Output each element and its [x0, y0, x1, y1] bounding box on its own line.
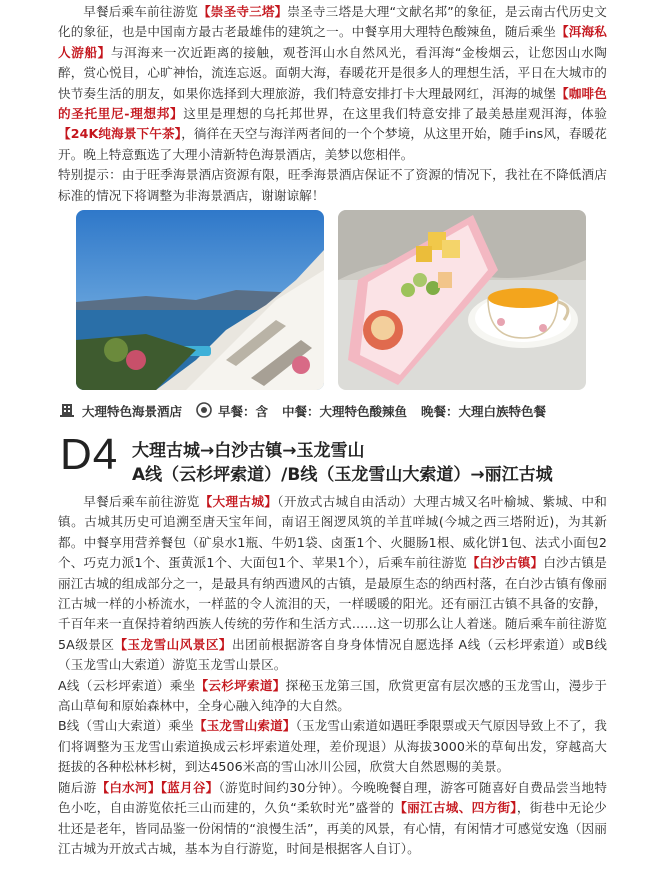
dinner-label: 晚餐：大理白族特色餐: [421, 404, 547, 419]
special-note: 特别提示：由于旺季海景酒店资源有限，旺季海景酒店保证不了资源的情况下，我社在不降低酒店标准的情况下将调整为非海景酒店，谢谢谅解！: [58, 167, 607, 203]
text: 白沙古镇是丽江古城的组成部分之一，是最具有纳西遗风的古镇，是最原生态的纳西村落，在白沙古镇有像丽江古城一样的小桥流水，一样蓝的令人流泪的天，一样暖暖的阳光。还有丽江古镇不具备的安静，千百年来一直保持着纳西族人传统的劳作和生活方式……这一切那么让人着迷。随后乘车前往游览5A级景区: [58, 555, 607, 652]
lunch-label: 中餐：大理特色酸辣鱼: [282, 404, 408, 419]
breakfast-info: [196, 402, 268, 421]
text: 这里是理想的乌托邦世界，在这里我们特意安排了最美悬崖观洱海，体验: [183, 106, 607, 122]
text: B线（雪山大索道）乘坐: [58, 718, 194, 734]
text: A线（云杉坪索道）乘坐: [58, 677, 196, 693]
text: 早餐后乘车前往游览: [83, 4, 199, 19]
tea-set-image: [338, 210, 586, 390]
hotel-terrace-image: [76, 210, 324, 390]
day-header: [60, 430, 641, 486]
route-line-1: 大理古城→白沙古镇→玉龙雪山: [132, 441, 365, 461]
hotel-name: 大理特色海景酒店: [82, 404, 183, 419]
highlight-afternoon-tea: 【24K纯海景下午茶】: [58, 126, 182, 142]
highlight-lixiang-bang: 【咖啡色的圣托里尼-理想邦】: [58, 85, 608, 122]
text: （开放式古城自由活动）大理古城又名叶榆城、紫城、中和镇。古城其历史可追溯至唐天宝年间，南诏王阁逻凤筑的羊苴咩城(今城之西三塔附近)，为其新都。中餐享用营养餐包（矿泉水1瓶、牛奶1袋、卤蛋1个、火腿肠1根、威化饼1包、法式小面包2个、巧克力派1个、蛋黄派1个、大面包1个、苹果1个），后乘车前往游览: [58, 494, 607, 571]
meal-icon: [196, 402, 212, 421]
text: 崇圣寺三塔是大理“文献名邦”的象征，是云南古代历史文化的象征，也是中国南方最古老最雄伟的建筑之一。中餐享用大理特色酸辣鱼，随后乘坐: [58, 4, 607, 40]
line-b-paragraph: [58, 716, 607, 777]
lunch-info: [282, 402, 407, 420]
day4-paragraph: [58, 492, 607, 676]
day3-paragraph: [58, 2, 607, 165]
photo-row: [76, 210, 586, 390]
evening-paragraph: [58, 778, 607, 860]
seaview-hotel-photo: [76, 210, 324, 390]
text: （玉龙雪山索道如遇旺季限票或天气原因导致上不了，我们将调整为玉龙雪山索道换成云杉坪索道处理，差价现退）从海拔3000米的草甸出发，穿越高大挺拔的各种松林杉树，到达4506米高的雪山冰川公园，欣赏大自然恩赐的美景。: [58, 718, 607, 775]
highlight-lijiang-old-town: 【丽江古城、四方街】: [394, 800, 517, 816]
text: 随后游: [58, 779, 97, 795]
highlight-yunshanping: 【云杉坪索道】: [195, 677, 286, 693]
day3-description: [58, 2, 607, 206]
day-number: D4: [60, 430, 119, 479]
highlight-snow-mountain-cableway: 【玉龙雪山索道】: [193, 718, 296, 734]
line-a-paragraph: [58, 676, 607, 717]
dinner-info: [421, 402, 546, 420]
text: ，街巷中无论少壮还是老年，皆同品鉴一份闲情的“浪慢生活”，再美的风景，有心情，有闲情才可感觉安逸（因丽江古城为开放式古城，基本为自行游览，时间是根据客人自订）。: [58, 800, 608, 856]
highlight-chongsheng-pagodas: 【崇圣寺三塔】: [198, 4, 288, 19]
meal-info-bar: [60, 400, 641, 422]
hotel-icon: [60, 402, 76, 421]
highlight-erhai-boat: 【洱海私人游船】: [58, 24, 608, 60]
highlight-baisha: 【白沙古镇】: [466, 555, 544, 571]
text: 早餐后乘车前往游览: [83, 494, 200, 509]
text: 探秘玉龙第三国，欣赏更富有层次感的玉龙雪山，漫步于高山草甸和原始森林中，全身心融入纯净的大自然。: [58, 677, 608, 714]
text: （游览时间约30分钟）。今晚晚餐自理，游客可随喜好自费品尝当地特色小吃，自由游览依托三山而建的，久负“柔软时光”盛誉的: [58, 779, 608, 816]
text: 与洱海来一次近距离的接触，观苍洱山水自然风光，看洱海“金梭烟云，让您因山水陶醉，赏心悦目，心旷神怡，流连忘返。面朝大海，春暖花开是很多人的理想生活，平日在大城市的快节奏生活的朋友，如果你选择到大理旅游，我们特意安排打卡大理最网红，洱海的城堡: [58, 44, 607, 101]
text: 出团前根据游客自身身体情况自愿选择 A线（云杉坪索道）或B线（玉龙雪山大索道）游览玉龙雪山景区。: [58, 636, 607, 673]
text: ，徜徉在天空与海洋两者间的一个个梦境，从这里开始，随手ins风，春暖花开。晚上特意甄选了大理小清新特色海景酒店，美梦以您相伴。: [58, 126, 608, 162]
highlight-baishui-river: 【白水河】: [96, 779, 161, 795]
highlight-dali-old-town: 【大理古城】: [199, 494, 278, 509]
breakfast-label: 早餐：含: [218, 404, 269, 419]
highlight-jade-dragon: 【玉龙雪山风景区】: [114, 636, 232, 652]
afternoon-tea-photo: [338, 210, 586, 390]
day4-description: [58, 492, 607, 859]
route-line-2: A线（云杉坪索道）/B线（玉龙雪山大索道）→丽江古城: [132, 465, 553, 485]
highlight-blue-moon-valley: 【蓝月谷】: [160, 779, 219, 795]
hotel-info: [60, 402, 182, 421]
